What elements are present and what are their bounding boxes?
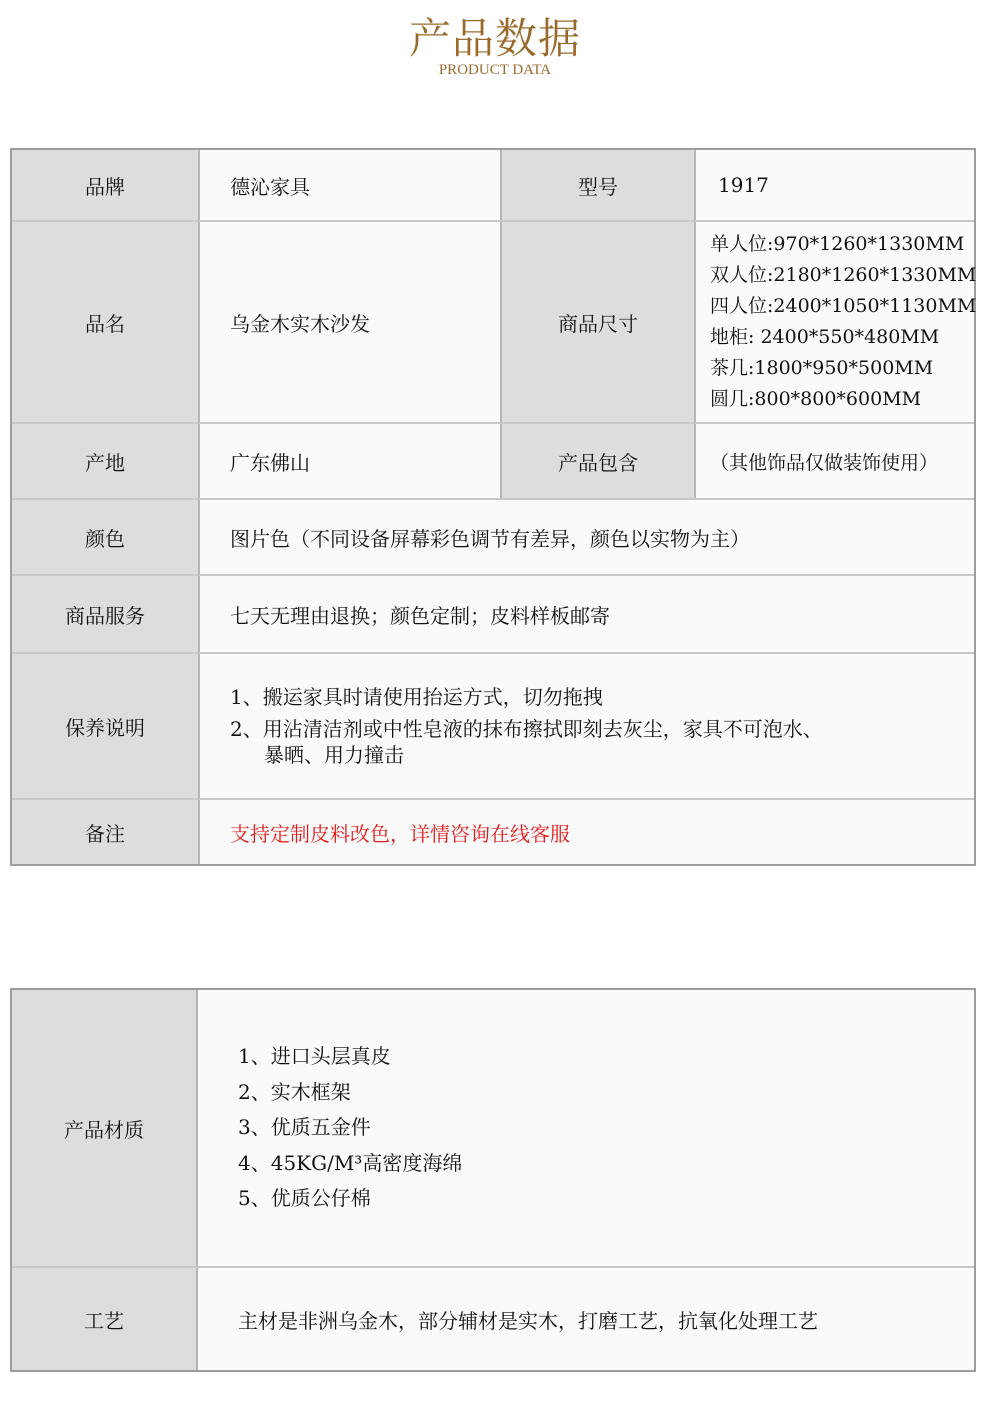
divider bbox=[12, 498, 974, 500]
size-line: 地柜: 2400*550*480MM bbox=[710, 326, 940, 348]
divider bbox=[198, 150, 200, 864]
material-line: 3、优质五金件 bbox=[238, 1115, 371, 1140]
contents-label: 产品包含 bbox=[502, 424, 694, 498]
brand-label: 品牌 bbox=[12, 150, 198, 220]
color-label: 颜色 bbox=[12, 500, 198, 574]
product-data-table bbox=[10, 148, 976, 866]
craft-value: 主材是非洲乌金木，部分辅材是实木，打磨工艺，抗氧化处理工艺 bbox=[198, 1268, 974, 1370]
divider bbox=[12, 798, 974, 800]
contents-value: （其他饰品仅做装饰使用） bbox=[696, 424, 974, 498]
care-line: 2、用沾清洁剂或中性皂液的抹布擦拭即刻去灰尘，家具不可泡水、 bbox=[230, 717, 823, 741]
size-line: 四人位:2400*1050*1130MM bbox=[710, 295, 977, 317]
page-subtitle: PRODUCT DATA bbox=[438, 62, 552, 78]
divider bbox=[12, 422, 974, 424]
remark-value: 支持定制皮料改色，详情咨询在线客服 bbox=[200, 800, 974, 864]
color-value: 图片色（不同设备屏幕彩色调节有差异，颜色以实物为主） bbox=[200, 500, 974, 574]
care-line: 暴晒、用力撞击 bbox=[264, 743, 404, 767]
model-label: 型号 bbox=[502, 150, 694, 220]
care-label: 保养说明 bbox=[12, 654, 198, 798]
name-label: 品名 bbox=[12, 222, 198, 422]
divider bbox=[196, 990, 198, 1370]
divider bbox=[694, 150, 696, 498]
material-line: 5、优质公仔棉 bbox=[238, 1186, 371, 1211]
service-value: 七天无理由退换；颜色定制；皮料样板邮寄 bbox=[200, 576, 974, 652]
care-list bbox=[200, 654, 974, 798]
name-value: 乌金木实木沙发 bbox=[200, 222, 500, 422]
material-line: 2、实木框架 bbox=[238, 1079, 351, 1104]
model-value: 1917 bbox=[696, 150, 974, 220]
material-line: 1、进口头层真皮 bbox=[238, 1044, 391, 1069]
service-label: 商品服务 bbox=[12, 576, 198, 652]
origin-value: 广东佛山 bbox=[200, 424, 500, 498]
material-list bbox=[198, 990, 974, 1266]
size-label: 商品尺寸 bbox=[502, 222, 694, 422]
size-line: 茶几:1800*950*500MM bbox=[710, 357, 934, 379]
material-line: 4、45KG/M³高密度海绵 bbox=[238, 1150, 463, 1175]
craft-label: 工艺 bbox=[12, 1268, 196, 1370]
divider bbox=[500, 150, 502, 498]
page-title: 产品数据 bbox=[408, 14, 581, 63]
divider bbox=[12, 574, 974, 576]
size-line: 双人位:2180*1260*1330MM bbox=[710, 264, 977, 286]
care-line: 1、搬运家具时请使用抬运方式，切勿拖拽 bbox=[230, 685, 603, 709]
divider bbox=[12, 652, 974, 654]
origin-label: 产地 bbox=[12, 424, 198, 498]
size-line: 圆几:800*800*600MM bbox=[710, 388, 922, 410]
size-list bbox=[696, 222, 977, 422]
brand-value: 德沁家具 bbox=[200, 150, 500, 220]
divider bbox=[12, 1266, 974, 1268]
material-table bbox=[10, 988, 976, 1372]
divider bbox=[12, 220, 974, 222]
size-line: 单人位:970*1260*1330MM bbox=[710, 233, 965, 255]
remark-label: 备注 bbox=[12, 800, 198, 864]
material-label: 产品材质 bbox=[12, 990, 196, 1266]
